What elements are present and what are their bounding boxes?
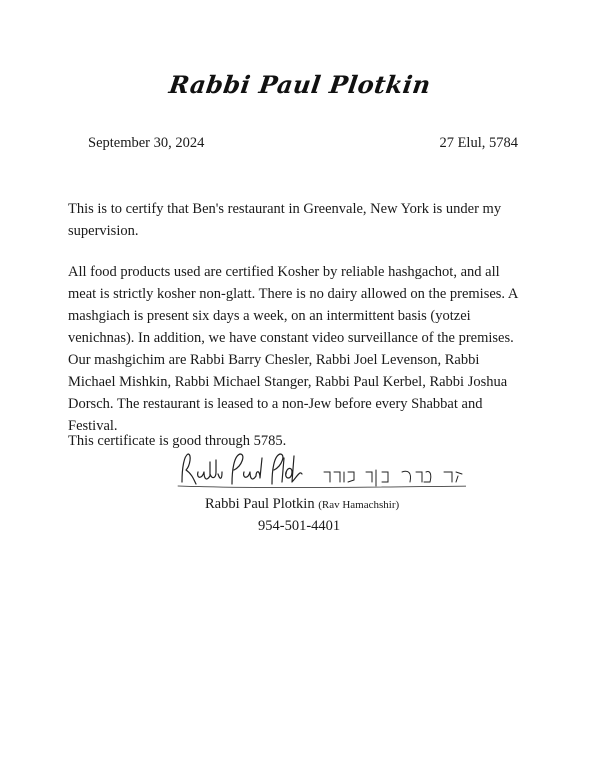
signer-name: Rabbi Paul Plotkin [205, 496, 315, 512]
handwritten-signature [176, 448, 466, 498]
gregorian-date: September 30, 2024 [88, 135, 205, 151]
hebrew-date: 27 Elul, 5784 [439, 135, 518, 151]
validity-statement: This certificate is good through 5785. [68, 433, 287, 449]
letterhead-name: Rabbi Paul Plotkin [167, 70, 433, 99]
supervision-details: All food products used are certified Kosher by reliable hashgachot, and all meat is strictly kosher non-glatt. There is no dairy allowed on the premises. A mashgiach is present six days a week, on an intermittent basis (yotzei venichnas). In addition, we have constant video surveillance of the premises. Our mashgichim are Rabbi Barry Chesler, Rabbi Joel Levenson, Rabbi Michael Mishkin, Rabbi Michael Stanger, Rabbi Paul Kerbel, Rabbi Joshua Dorsch. The restaurant is leased to a non-Jew before every Shabbat and Festival. [68, 264, 518, 434]
signer-phone: 954-501-4401 [258, 518, 341, 534]
certification-statement: This is to certify that Ben's restaurant in Greenvale, New York is under my supervision. [68, 201, 502, 239]
signer-title: (Rav Hamachshir) [318, 499, 400, 511]
signer-line [205, 496, 399, 513]
